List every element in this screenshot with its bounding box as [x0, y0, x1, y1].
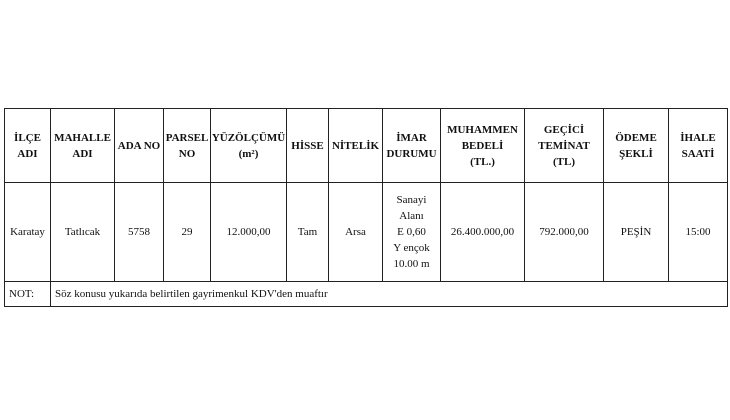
note-row [5, 282, 728, 307]
header-muhammen [441, 109, 525, 183]
header-ihale [669, 109, 728, 183]
header-row [5, 109, 728, 183]
header-nitelik-line-1: NİTELİK [331, 139, 380, 152]
header-ilce-line-1: İLÇE [14, 131, 41, 144]
header-ilce [5, 109, 51, 183]
header-parsel-line-2: NO [178, 147, 196, 160]
header-yuzolcumu-line-1: YÜZÖLÇÜMÜ [211, 131, 286, 144]
table-row [5, 183, 728, 282]
imar-line-3: E 0,60 [397, 226, 426, 238]
header-ihale-line-2: SAATİ [681, 147, 715, 160]
header-muhammen-line-2: BEDELİ [461, 139, 504, 152]
imar-line-5: 10.00 m [393, 258, 430, 270]
note-label: NOT: [5, 282, 51, 307]
header-odeme [604, 109, 669, 183]
cell-ilce: Karatay [5, 183, 51, 282]
header-nitelik [329, 109, 383, 183]
header-teminat-line-3: (TL) [553, 155, 575, 168]
header-parsel-line-1: PARSEL [165, 131, 209, 144]
header-yuzolcumu [211, 109, 287, 183]
cell-mahalle: Tatlıcak [51, 183, 115, 282]
imar-line-4: Y ençok [393, 242, 430, 254]
cell-ada: 5758 [115, 183, 164, 282]
cell-teminat: 792.000,00 [525, 183, 604, 282]
header-imar-line-2: DURUMU [386, 147, 437, 160]
imar-line-1: Sanayi [396, 194, 427, 206]
header-ada [115, 109, 164, 183]
cell-imar [383, 183, 441, 282]
cell-yuzolcumu: 12.000,00 [211, 183, 287, 282]
note-text: Söz konusu yukarıda belirtilen gayrimenkul KDV'den muaftır [51, 282, 728, 307]
header-teminat [525, 109, 604, 183]
cell-muhammen: 26.400.000,00 [441, 183, 525, 282]
header-parsel [164, 109, 211, 183]
header-hisse [287, 109, 329, 183]
header-odeme-line-1: ÖDEME [615, 131, 657, 144]
header-hisse-line-1: HİSSE [291, 139, 324, 152]
header-odeme-line-2: ŞEKLİ [619, 147, 653, 160]
header-ada-line-1: ADA NO [117, 139, 161, 152]
cell-hisse: Tam [287, 183, 329, 282]
cell-ihale: 15:00 [669, 183, 728, 282]
auction-table [4, 108, 728, 307]
header-mahalle [51, 109, 115, 183]
imar-line-2: Alanı [399, 210, 424, 222]
cell-odeme: PEŞİN [604, 183, 669, 282]
header-imar [383, 109, 441, 183]
header-muhammen-line-3: (TL.) [470, 155, 495, 168]
header-teminat-line-2: TEMİNAT [538, 139, 590, 152]
cell-parsel: 29 [164, 183, 211, 282]
header-yuzolcumu-line-2: (m²) [238, 147, 259, 160]
header-ilce-line-2: ADI [17, 147, 38, 160]
header-muhammen-line-1: MUHAMMEN [447, 123, 518, 136]
cell-nitelik: Arsa [329, 183, 383, 282]
header-mahalle-line-2: ADI [72, 147, 93, 160]
header-imar-line-1: İMAR [396, 131, 427, 144]
header-mahalle-line-1: MAHALLE [54, 131, 111, 144]
header-ihale-line-1: İHALE [680, 131, 716, 144]
header-teminat-line-1: GEÇİCİ [543, 123, 585, 136]
